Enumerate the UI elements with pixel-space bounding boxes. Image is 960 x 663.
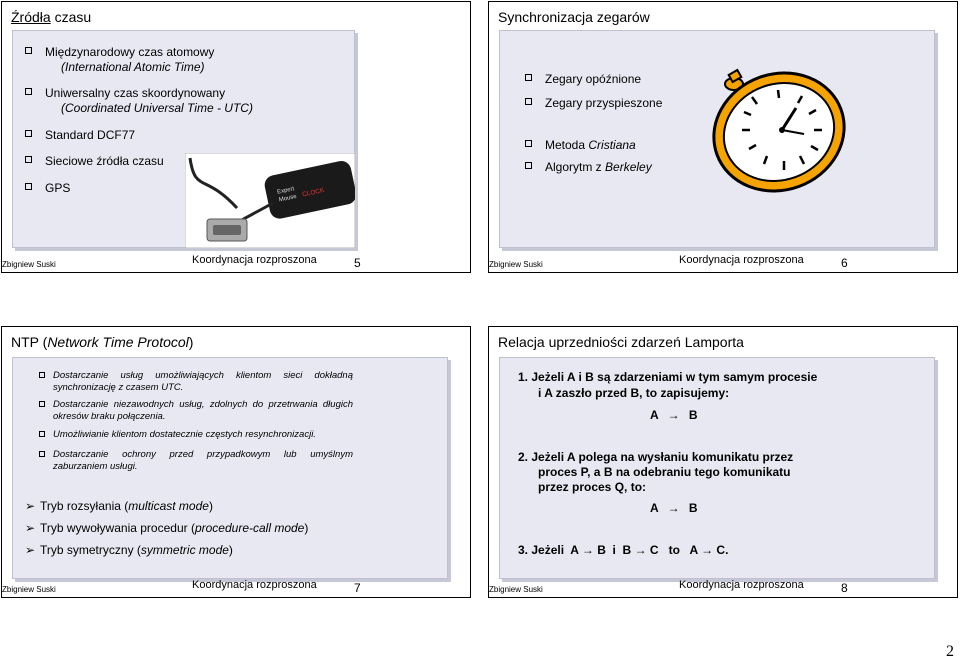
- device-label: Expert: [276, 186, 295, 196]
- arrow-icon: →: [701, 543, 714, 557]
- checkbox-bullet-icon: [25, 156, 32, 163]
- content-panel: Międzynarodowy czas atomowy (International Atomic Time) Uniwersalny czas skoordynowany (Coordinated Universal Time - UTC) Standard DCF77 Sieciowe źródła czasu GPS: [12, 30, 355, 248]
- slide-title: Relacja uprzedniości zdarzeń Lamporta: [498, 334, 744, 350]
- arrow-bullet-icon: ➢: [25, 521, 36, 535]
- slide-title: Synchronizacja zegarów: [498, 9, 650, 25]
- slide-ntp: [1, 326, 471, 598]
- paragraph-line: 1. Jeżeli A i B są zdarzeniami w tym samym procesie: [518, 370, 818, 384]
- footer-author: Zbigniew Suski: [489, 585, 543, 594]
- slide-title: NTP (Network Time Protocol): [11, 334, 194, 350]
- footer-course: Koordynacja rozproszona: [679, 254, 804, 266]
- slide-zrodla-czasu: [1, 1, 471, 273]
- arrow-bullet-icon: ➢: [25, 543, 36, 557]
- slide-number: 6: [841, 256, 848, 270]
- formula: A → B: [650, 408, 698, 422]
- checkbox-bullet-icon: [25, 130, 32, 137]
- checkbox-bullet-icon: [25, 47, 32, 54]
- checkbox-bullet-icon: [39, 451, 45, 457]
- checkbox-bullet-icon: [525, 140, 532, 147]
- arrow-bullet-icon: ➢: [25, 499, 36, 513]
- checkbox-bullet-icon: [525, 74, 532, 81]
- footer-author: Zbigniew Suski: [2, 585, 56, 594]
- slide-lamport: [488, 326, 958, 598]
- content-panel: Dostarczanie usług umożliwiających klientom sieci dokładną synchronizację z czasem UTC. Dostarczanie niezawodnych usług, zdolnych do przetrwania długich okresów braku połączenia. Umożliwianie klientom dostatecznie częstych resynchronizacji. Dostarczanie ochrony przed przypadkowym lub umyślnym zaburzaniem usługi. ➢ Tryb rozsyłania (multicast mode) ➢ Tryb wywoływania procedur (procedure-call mode) ➢ Tryb symetryczny (symmetric mode): [12, 357, 448, 579]
- page-number: 2: [946, 643, 954, 660]
- device-label: CLOCK: [301, 187, 326, 199]
- arrow-icon: →: [667, 408, 680, 422]
- arrow-icon: →: [581, 543, 594, 557]
- arrow-icon: →: [634, 543, 647, 557]
- paragraph-line: i A zaszło przed B, to zapisujemy:: [538, 386, 730, 400]
- paragraph-line: 2. Jeżeli A polega na wysłaniu komunikatu przez: [518, 450, 794, 464]
- footer-author: Zbigniew Suski: [489, 260, 543, 269]
- checkbox-bullet-icon: [525, 162, 532, 169]
- paragraph-line: przez proces Q, to:: [538, 480, 647, 494]
- formula-line: 3. Jeżeli A → B i B → C to A → C.: [518, 543, 729, 557]
- content-panel: Zegary opóźnione Zegary przyspieszone Metoda Cristiana Algorytm z Berkeley: [499, 30, 935, 248]
- checkbox-bullet-icon: [25, 88, 32, 95]
- device-label: Mouse: [278, 193, 298, 204]
- checkbox-bullet-icon: [39, 372, 45, 378]
- checkbox-bullet-icon: [525, 98, 532, 105]
- checkbox-bullet-icon: [25, 183, 32, 190]
- slide-number: 7: [354, 581, 361, 595]
- formula: A → B: [650, 501, 698, 515]
- footer-course: Koordynacja rozproszona: [679, 579, 804, 591]
- slide-number: 5: [354, 256, 361, 270]
- footer-author: Zbigniew Suski: [2, 260, 56, 269]
- arrow-icon: →: [667, 501, 680, 515]
- slide-number: 8: [841, 581, 848, 595]
- paragraph-line: proces P, a B na odebraniu tego komunikatu: [538, 465, 791, 479]
- slide-title-word: Źródła: [11, 9, 51, 25]
- checkbox-bullet-icon: [39, 401, 45, 407]
- footer-course: Koordynacja rozproszona: [192, 579, 317, 591]
- slide-synchronizacja-zegarow: [488, 1, 958, 273]
- stopwatch-icon: [694, 42, 854, 202]
- footer-course: Koordynacja rozproszona: [192, 254, 317, 266]
- content-panel: [499, 357, 935, 579]
- gps-clock-device-image: [185, 153, 355, 248]
- checkbox-bullet-icon: [39, 431, 45, 437]
- slide-title: [11, 9, 91, 25]
- slide-title-rest: czasu: [54, 9, 92, 25]
